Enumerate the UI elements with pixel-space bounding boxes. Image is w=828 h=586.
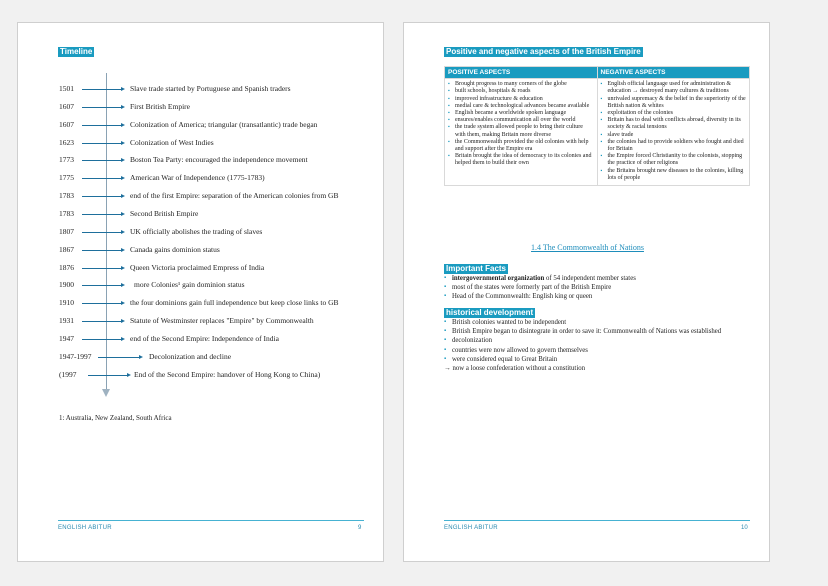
timeline-row [18,244,385,256]
negative-list [601,81,747,182]
history-item: ▪ decolonization [444,336,752,345]
aspect-item: ▪ English became a worldwide spoken language [448,110,594,117]
timeline-year: 1607 [59,119,74,129]
fact-text: of 54 independent member states [544,275,636,282]
timeline-year: 1773 [59,155,74,165]
timeline-row [18,333,385,345]
timeline-row [18,208,385,220]
positive-header: POSITIVE ASPECTS [445,67,598,79]
timeline-year: 1876 [59,262,74,272]
aspect-item: ▪ the Commonwealth provided the old colonies with help and support after the Empire era [448,139,594,153]
timeline-row [18,297,385,309]
aspect-item: ▪ ensures/enables communication all over the world [448,117,594,124]
timeline-year: 1910 [59,298,74,308]
timeline-year: 1623 [59,137,74,147]
aspect-item: ▪ English official language used for administration & education → destroyed many cultures & traditions [601,81,747,95]
aspect-item: ▪ the colonies had to provide soldiers who fought and died for Britain [601,139,747,153]
timeline-year: 1501 [59,84,74,93]
footer-rule [58,520,364,521]
fact-item [444,274,752,283]
timeline-event: Slave trade started by Portuguese and Spanish traders [130,84,291,93]
timeline-event: UK officially abolishes the trading of slaves [130,226,263,236]
timeline-row [18,315,385,327]
timeline-year: 1900 [59,280,74,290]
timeline-row [18,137,385,149]
aspect-item: ▪ Britain has to deal with conflicts abroad, diversity in its society & racial tensions [601,117,747,131]
timeline-event: more Colonies¹ gain dominion status [134,280,245,290]
timeline-event: Queen Victoria proclaimed Empress of India [130,262,265,272]
timeline-row [18,226,385,238]
timeline-arrow-icon [82,339,122,340]
timeline-event: end of the Second Empire: Independence of India [130,333,279,343]
timeline-event: Decolonization and decline [149,351,232,361]
timeline-event: End of the Second Empire: handover of Hong Kong to China) [134,369,321,379]
aspect-item: ▪ the Britains brought new diseases to the colonies, killing lots of people [601,168,747,182]
history-item: ▪ British colonies wanted to be independent [444,318,752,327]
timeline-year: 1783 [59,208,74,218]
aspect-item: ▪ exploitation of the colonies [601,110,747,117]
timeline-arrow-icon [82,89,122,90]
aspect-item: ▪ improved infrastructure & education [448,96,594,103]
timeline-year: 1931 [59,316,74,326]
page-number: 9 [358,525,362,531]
section-title-link[interactable]: 1.4 The Commonwealth of Nations [531,243,644,252]
aspects-table [444,66,750,186]
timeline-row [18,119,385,131]
timeline-row [18,172,385,184]
timeline-arrow-icon [88,375,128,376]
timeline-row [18,262,385,274]
timeline-event: Second British Empire [130,208,199,218]
footer-label: ENGLISH ABITUR [58,525,112,531]
fact-term: intergovernmental organization [452,275,545,282]
timeline-arrow-icon [82,303,122,304]
historical-development-list [444,318,752,373]
timeline-event: Boston Tea Party: encouraged the independence movement [130,155,308,165]
footer-rule [444,520,750,521]
page-right [403,22,770,562]
history-conclusion: → now a loose confederation without a constitution [444,365,586,373]
timeline-event: First British Empire [130,101,190,111]
aspect-item: ▪ slave trade [601,132,747,139]
timeline-year: 1783 [59,191,74,201]
aspect-item: ▪ Britain brought the idea of democracy to its colonies and helped them to build their own [448,153,594,167]
timeline-event: Colonization of America; triangular (transatlantic) trade began [130,119,318,129]
timeline-row [18,190,385,202]
footnote: 1: Australia, New Zealand, South Africa [59,414,172,422]
history-item: ▪ British Empire began to disintegrate in order to save it: Commonwealth of Nations was established [444,327,752,336]
timeline-arrow-icon [82,107,122,108]
fact-text: most of the states were formerly part of the British Empire [452,284,612,292]
negative-header: NEGATIVE ASPECTS [597,67,750,79]
timeline-event: Statute of Westminster replaces "Empire" by Commonwealth [130,316,314,326]
timeline-event: Colonization of West Indies [130,137,214,147]
timeline-row [18,279,385,291]
aspect-item: ▪ medial care & technological advances became available [448,103,594,110]
timeline-year: 1607 [59,101,74,111]
aspect-item: ▪ the trade system allowed people to bring their culture with them, making Britain more diverse [448,124,594,138]
timeline-row [18,369,385,381]
timeline-arrow-icon [82,285,122,286]
timeline-event: American War of Independence (1775-1783) [130,173,265,183]
timeline-event: the four dominions gain full independence but keep close links to GB [130,298,339,308]
page-number: 10 [741,525,748,531]
positive-cell [445,79,598,186]
historical-development-heading: historical development [446,308,534,317]
timeline-arrow-icon [82,214,122,215]
timeline-arrow-icon [82,321,122,322]
negative-cell [597,79,750,186]
timeline-arrow-icon [82,196,122,197]
important-facts-list [444,274,752,302]
timeline-year: 1775 [59,173,74,183]
timeline-arrow-icon [82,232,122,233]
timeline-year: (1997 [59,369,77,379]
history-item: ▪ were considered equal to Great Britain [444,355,752,364]
timeline-row [18,154,385,166]
fact-item [444,292,752,301]
footer-label: ENGLISH ABITUR [444,525,498,531]
timeline-year: 1947 [59,333,74,343]
timeline-arrow-icon [82,268,122,269]
positive-list [448,81,594,167]
timeline-arrow-icon [82,178,122,179]
timeline-row [18,101,385,113]
aspect-item: ▪ built schools, hospitals & roads [448,88,594,95]
timeline-arrow-icon [98,357,140,358]
timeline-heading: Timeline [60,47,93,56]
fact-text: Head of the Commonwealth: English king or queen [452,293,593,301]
timeline-event: Canada gains dominion status [130,244,220,254]
history-item: ▪ countries were now allowed to govern themselves [444,346,752,355]
page-left [17,22,384,562]
timeline-event: end of the first Empire: separation of the American colonies from GB [130,191,339,201]
aspect-item: ▪ unrivaled supremacy & the belief in the superiority of the British nation & whites [601,96,747,110]
timeline-arrow-icon [82,125,122,126]
timeline-year: 1867 [59,244,74,254]
important-facts-heading: Important Facts [446,264,507,273]
timeline-row [18,83,385,95]
timeline-year: 1807 [59,226,74,236]
timeline-arrow-icon [82,160,122,161]
aspect-item: ▪ the Empire forced Christianity to the colonists, stopping the practice of other religions [601,153,747,167]
fact-item [444,283,752,292]
aspects-heading: Positive and negative aspects of the British Empire [446,47,641,56]
timeline-arrowhead-icon [102,389,110,397]
timeline-row [18,351,385,363]
timeline-arrow-icon [82,143,122,144]
timeline-arrow-icon [82,250,122,251]
timeline-year: 1947-1997 [59,351,92,361]
aspect-item: ▪ Brought progress to many corners of the globe [448,81,594,88]
